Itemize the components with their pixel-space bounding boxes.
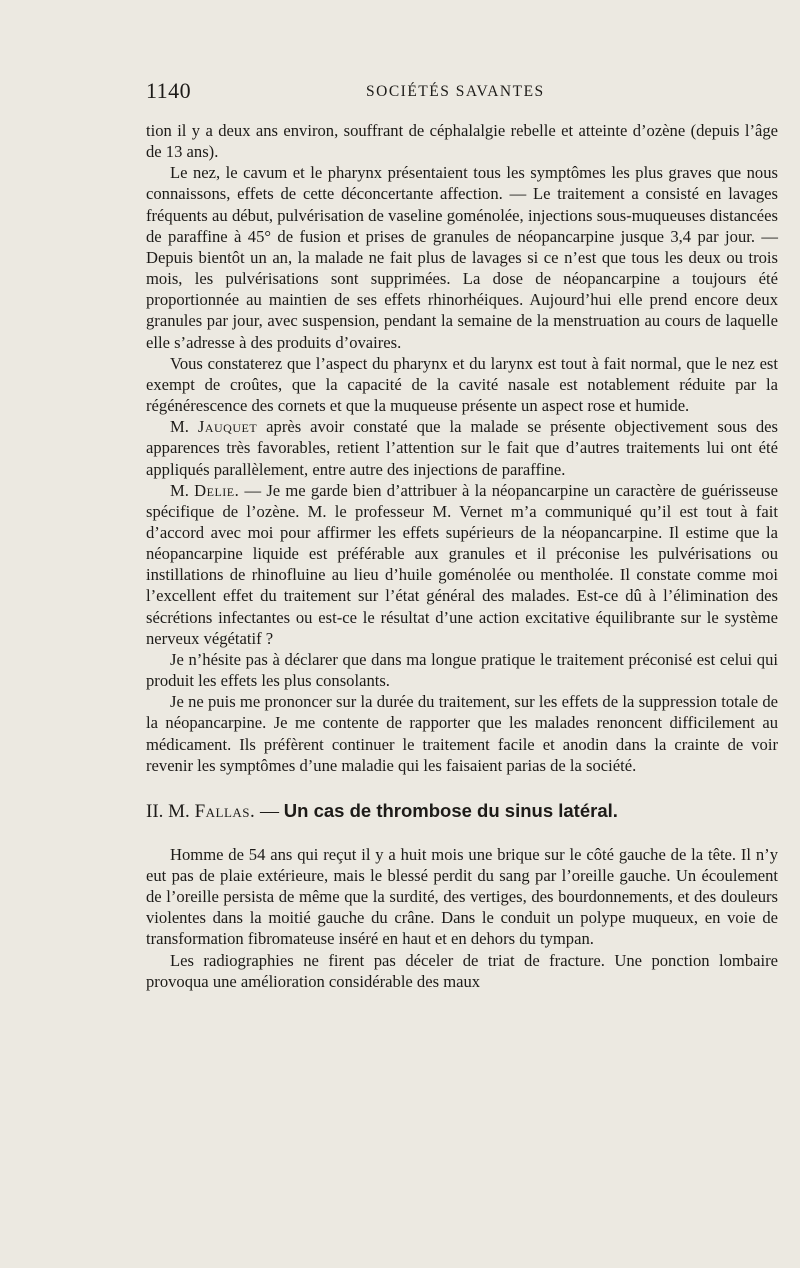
section-author-prefix: M. <box>168 800 190 822</box>
running-head <box>146 78 764 108</box>
running-title: SOCIÉTÉS SAVANTES <box>366 83 545 100</box>
paragraph: Le nez, le cavum et le pharynx présentaient tous les symptômes les plus graves que nous connaissons, effets de cette déconcertante affection. — Le traitement a consisté en lavages fréquents au début, pulvérisation de vaseline goménolée, injections sous-muqueuses distancées de paraffine à 45° de fusion et prises de granules de néopancarpine jusque 3,4 par jour. — Depuis bientôt un an, la malade ne fait plus de lavages si ce n’est que tous les deux ou trois mois, les pulvérisations sont supprimées. La dose de néopancarpine a toujours été proportionnée au maintien de ses effets rhinorhéiques. Aujourd’hui elle prend encore deux granules par jour, avec suspension, pendant la semaine de la menstruation au cours de laquelle elle s’adresse à des produits d’ovaires. <box>146 163 778 352</box>
speaker-prefix: M. <box>170 480 189 500</box>
paragraph: tion il y a deux ans environ, souffrant de céphalalgie rebelle et atteinte d’ozène (depuis l’âge de 13 ans). <box>146 121 778 162</box>
section-dash: — <box>260 800 280 822</box>
paragraph-delie <box>146 480 778 649</box>
paragraph-jauquet <box>146 416 778 479</box>
paragraph-text: — Je me garde bien d’attribuer à la néopancarpine un caractère de guérisseuse spécifique de l’ozène. M. le professeur M. Vernet m’a communiqué qu’il est tout à fait d’accord avec moi pour affirmer les effets supérieurs de la néopancarpine. Il estime que la néopancarpine liquide est préférable aux granules et il préconise les pulvérisations ou instillations de rhinofluine au lieu d’huile goménolée ou mentholée. Il constate comme moi l’excellent effet du traitement sur l’état général des malades. Est-ce dû à l’élimination des sécrétions infectantes ou est-ce le résultat d’une action excitative équilibrante sur le système nerveux végétatif ? <box>146 480 779 648</box>
paragraph: Homme de 54 ans qui reçut il y a huit mois une brique sur le côté gauche de la tête. Il n’y eut pas de plaie extérieure, mais le blessé perdit du sang par l’oreille gauche. Un écoulement de l’oreille persista de même que la surdité, des vertiges, des bourdonnements, et des douleurs violentes dans la moitié gauche du crâne. Dans le conduit un polype muqueux, en voie de transformation fibromateuse inséré en haut et en dehors du tympan. <box>146 844 778 949</box>
page-number: 1140 <box>146 78 192 103</box>
section-title: Un cas de thrombose du sinus latéral. <box>283 799 618 821</box>
speaker-name: Jauquet <box>197 417 258 437</box>
section-author: Fallas. <box>194 800 256 822</box>
paragraph-text: après avoir constaté que la malade se présente objectivement sous des apparences très favorables, retient l’attention sur le fait que d’autres traitements lui ont été appliqués parallèlement, entre autre des injections de paraffine. <box>146 417 778 479</box>
paragraph: Les radiographies ne firent pas déceler de triat de fracture. Une ponction lombaire provoqua une amélioration considérable des maux <box>146 950 778 991</box>
paragraph: Je ne puis me prononcer sur la durée du traitement, sur les effets de la suppression totale de la néopancarpine. Je me contente de rapporter que les malades renoncent difficilement au médicament. Ils préfèrent continuer le traitement facile et anodin dans la crainte de voir revenir les symptômes d’une maladie qui les faisaient parias de la société. <box>146 692 778 775</box>
paragraph: Vous constaterez que l’aspect du pharynx et du larynx est tout à fait normal, que le nez est exempt de croûtes, que la capacité de la cavité nasale est notablement réduite par la régénérescence des cornets et que la muqueuse présente un aspect rose et humide. <box>146 353 778 416</box>
paragraph: Je n’hésite pas à déclarer que dans ma longue pratique le traitement préconisé est celui qui produit les effets les plus consolants. <box>146 649 778 691</box>
speaker-name: Delie. <box>194 480 240 500</box>
section-heading <box>146 798 778 825</box>
speaker-prefix: M. <box>170 417 189 437</box>
section-number: II. <box>146 800 164 822</box>
body-text <box>146 120 778 992</box>
